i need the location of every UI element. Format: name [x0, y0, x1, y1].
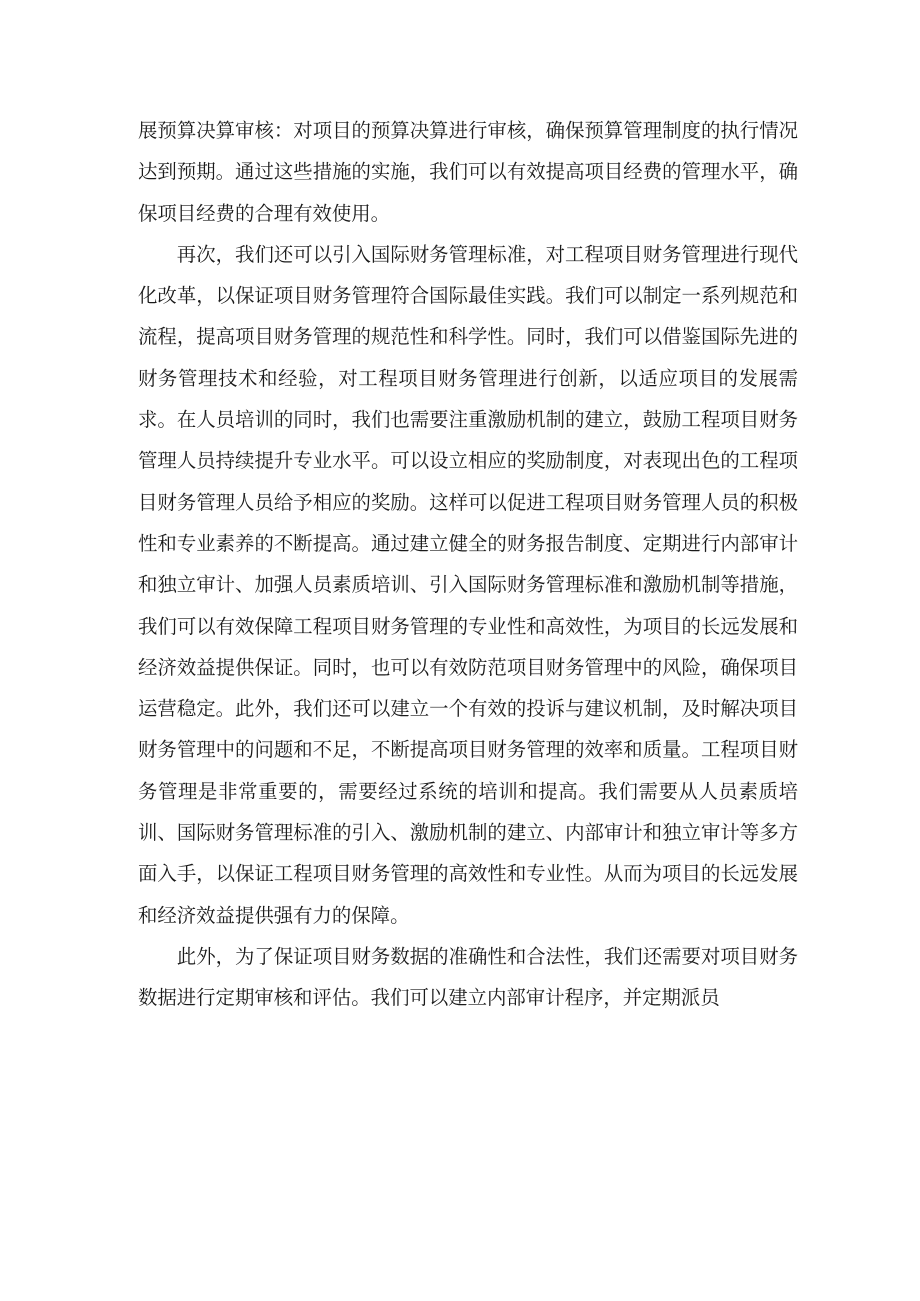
paragraph-3: 此外，为了保证项目财务数据的准确性和合法性，我们还需要对项目财务数据进行定期审核和评估。我们可以建立内部审计程序，并定期派员: [138, 944, 798, 1010]
paragraph-1: 展预算决算审核：对项目的预算决算进行审核，确保预算管理制度的执行情况达到预期。通过这些措施的实施，我们可以有效提高项目经费的管理水平，确保项目经费的合理有效使用。: [138, 119, 798, 225]
paragraph-2: 再次，我们还可以引入国际财务管理标准，对工程项目财务管理进行现代化改革，以保证项目财务管理符合国际最佳实践。我们可以制定一系列规范和流程，提高项目财务管理的规范性和科学性。同时，我们可以借鉴国际先进的财务管理技术和经验，对工程项目财务管理进行创新，以适应项目的发展需求。在人员培训的同时，我们也需要注重激励机制的建立，鼓励工程项目财务管理人员持续提升专业水平。可以设立相应的奖励制度，对表现出色的工程项目财务管理人员给予相应的奖励。这样可以促进工程项目财务管理人员的积极性和专业素养的不断提高。通过建立健全的财务报告制度、定期进行内部审计和独立审计、加强人员素质培训、引入国际财务管理标准和激励机制等措施，我们可以有效保障工程项目财务管理的专业性和高效性，为项目的长远发展和经济效益提供保证。同时，也可以有效防范项目财务管理中的风险，确保项目运营稳定。此外，我们还可以建立一个有效的投诉与建议机制，及时解决项目财务管理中的问题和不足，不断提高项目财务管理的效率和质量。工程项目财务管理是非常重要的，需要经过系统的培训和提高。我们需要从人员素质培训、国际财务管理标准的引入、激励机制的建立、内部审计和独立审计等多方面入手，以保证工程项目财务管理的高效性和专业性。从而为项目的长远发展和经济效益提供强有力的保障。: [138, 242, 798, 927]
document-body: [138, 110, 798, 1019]
